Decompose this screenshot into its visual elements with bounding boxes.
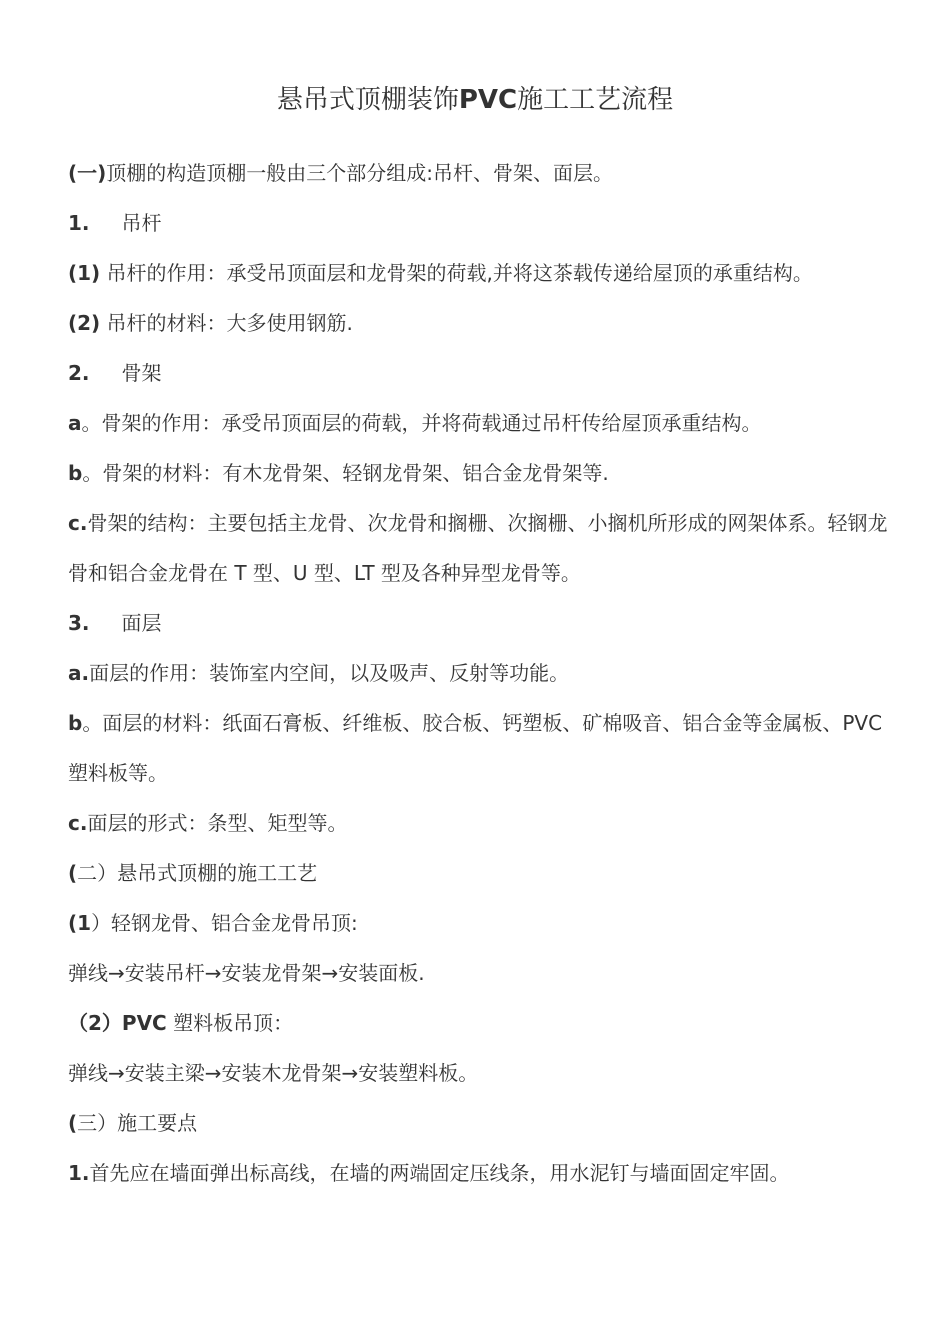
paragraph-text: 面层 <box>121 611 162 635</box>
paragraph-text: 。骨架的作用：承受吊顶面层的荷载，并将荷载通过吊杆传给屋顶承重结构。 <box>81 411 762 435</box>
process-flow <box>68 1048 888 1098</box>
paragraph-marker: a <box>68 411 82 435</box>
paragraph-text: 塑料板吊顶： <box>166 1011 294 1035</box>
paragraph-marker: 2. <box>68 361 90 385</box>
paragraph-marker: (1 <box>68 911 92 935</box>
paragraph <box>68 498 888 598</box>
section-heading <box>68 348 888 398</box>
section-heading <box>68 848 888 898</box>
paragraph-text: 三）施工要点 <box>77 1111 198 1135</box>
paragraph-marker: ( <box>68 1111 78 1135</box>
paragraph-marker: （2）PVC <box>68 1011 167 1035</box>
paragraph-marker: a. <box>68 661 90 685</box>
title-part: 施工工艺流程 <box>517 85 674 115</box>
section-heading <box>68 198 888 248</box>
paragraph <box>68 448 888 498</box>
paragraph-marker: b <box>68 711 83 735</box>
paragraph-marker: 3. <box>68 611 90 635</box>
process-flow <box>68 948 888 998</box>
paragraph-text: 骨架 <box>121 361 162 385</box>
paragraph-text: 二）悬吊式顶棚的施工工艺 <box>77 861 318 885</box>
paragraph-text: 吊杆 <box>121 211 162 235</box>
paragraph-text: 面层的形式：条型、矩型等。 <box>87 811 348 835</box>
paragraph-text: 吊杆的作用：承受吊顶面层和龙骨架的荷载,并将这茶载传递给屋顶的承重结构。 <box>100 261 813 285</box>
paragraph-marker: (一) <box>68 161 107 185</box>
paragraph <box>68 648 888 698</box>
paragraph <box>68 798 888 848</box>
paragraph-text: 骨架的结构：主要包括主龙骨、次龙骨和搁栅、次搁栅、小搁机所形成的网架体系。轻钢龙骨和铝合金龙骨在 T 型、U 型、LT 型及各种异型龙骨等。 <box>68 511 888 585</box>
paragraph-marker: c. <box>68 811 88 835</box>
paragraph-text: 吊杆的材料：大多使用钢筋. <box>100 311 353 335</box>
paragraph-text: 弹线→安装吊杆→安装龙骨架→安装面板. <box>68 961 425 985</box>
paragraph <box>68 148 888 198</box>
paragraph-text: 首先应在墙面弹出标高线，在墙的两端固定压线条，用水泥钉与墙面固定牢固。 <box>89 1161 790 1185</box>
paragraph <box>68 698 888 798</box>
paragraph <box>68 398 888 448</box>
paragraph <box>68 248 888 298</box>
paragraph-marker: ( <box>68 861 78 885</box>
section-heading <box>68 598 888 648</box>
section-heading <box>68 1098 888 1148</box>
paragraph-marker: b <box>68 461 83 485</box>
paragraph-marker: 1. <box>68 211 90 235</box>
paragraph-text: 顶棚的构造顶棚一般由三个部分组成:吊杆、骨架、面层。 <box>106 161 614 185</box>
title-part: PVC <box>458 85 518 115</box>
paragraph <box>68 1148 888 1198</box>
paragraph-text: 面层的作用：装饰室内空间，以及吸声、反射等功能。 <box>89 661 570 685</box>
paragraph <box>68 898 888 948</box>
paragraph-marker: (1) <box>68 261 101 285</box>
paragraph-text: 。骨架的材料：有木龙骨架、轻钢龙骨架、铝合金龙骨架等. <box>82 461 609 485</box>
document-body <box>68 148 888 1198</box>
paragraph-marker: c. <box>68 511 88 535</box>
paragraph-marker: (2) <box>68 311 101 335</box>
document-title <box>0 78 950 122</box>
paragraph <box>68 298 888 348</box>
paragraph <box>68 998 888 1048</box>
paragraph-text: ）轻钢龙骨、铝合金龙骨吊顶: <box>91 911 358 935</box>
title-part: 悬吊式顶棚装饰 <box>276 85 459 115</box>
paragraph-text: 弹线→安装主梁→安装木龙骨架→安装塑料板。 <box>68 1061 479 1085</box>
paragraph-marker: 1. <box>68 1161 90 1185</box>
paragraph-text: 。面层的材料：纸面石膏板、纤维板、胶合板、钙塑板、矿棉吸音、铝合金等金属板、PVC 塑料板等。 <box>68 711 883 785</box>
